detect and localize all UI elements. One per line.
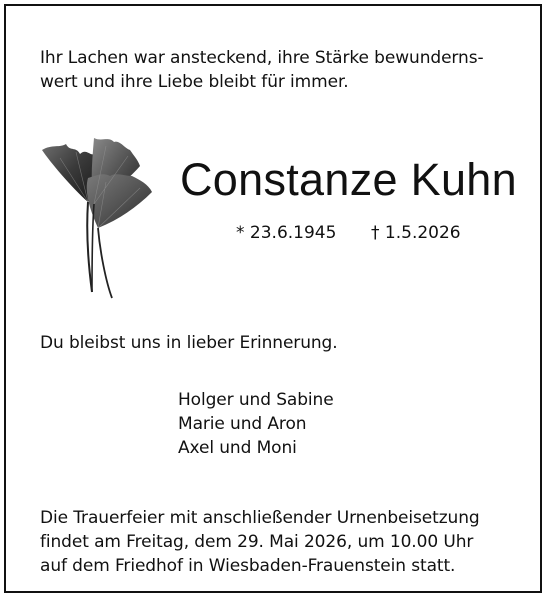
intro-line: Ihr Lachen war ansteckend, ihre Stärke bewunderns-	[40, 48, 484, 68]
family-member: Holger und Sabine	[178, 390, 334, 410]
ceremony-text	[40, 506, 480, 578]
intro-line: wert und ihre Liebe bleibt für immer.	[40, 72, 349, 92]
family-member: Axel und Moni	[178, 438, 297, 458]
family-list	[178, 388, 334, 460]
memory-text: Du bleibst uns in lieber Erinnerung.	[40, 333, 338, 353]
death-date: † 1.5.2026	[371, 223, 461, 243]
family-member: Marie und Aron	[178, 414, 307, 434]
obituary-frame	[4, 4, 542, 593]
birth-date: * 23.6.1945	[236, 223, 337, 243]
ginkgo-leaves-icon	[36, 132, 164, 304]
deceased-name: Constanze Kuhn	[180, 154, 517, 205]
ceremony-line: Die Trauerfeier mit anschließender Urnenbeisetzung	[40, 508, 480, 528]
ceremony-line: auf dem Friedhof in Wiesbaden-Frauenstein statt.	[40, 556, 456, 576]
intro-text	[40, 46, 483, 94]
ceremony-line: findet am Freitag, dem 29. Mai 2026, um 10.00 Uhr	[40, 532, 474, 552]
